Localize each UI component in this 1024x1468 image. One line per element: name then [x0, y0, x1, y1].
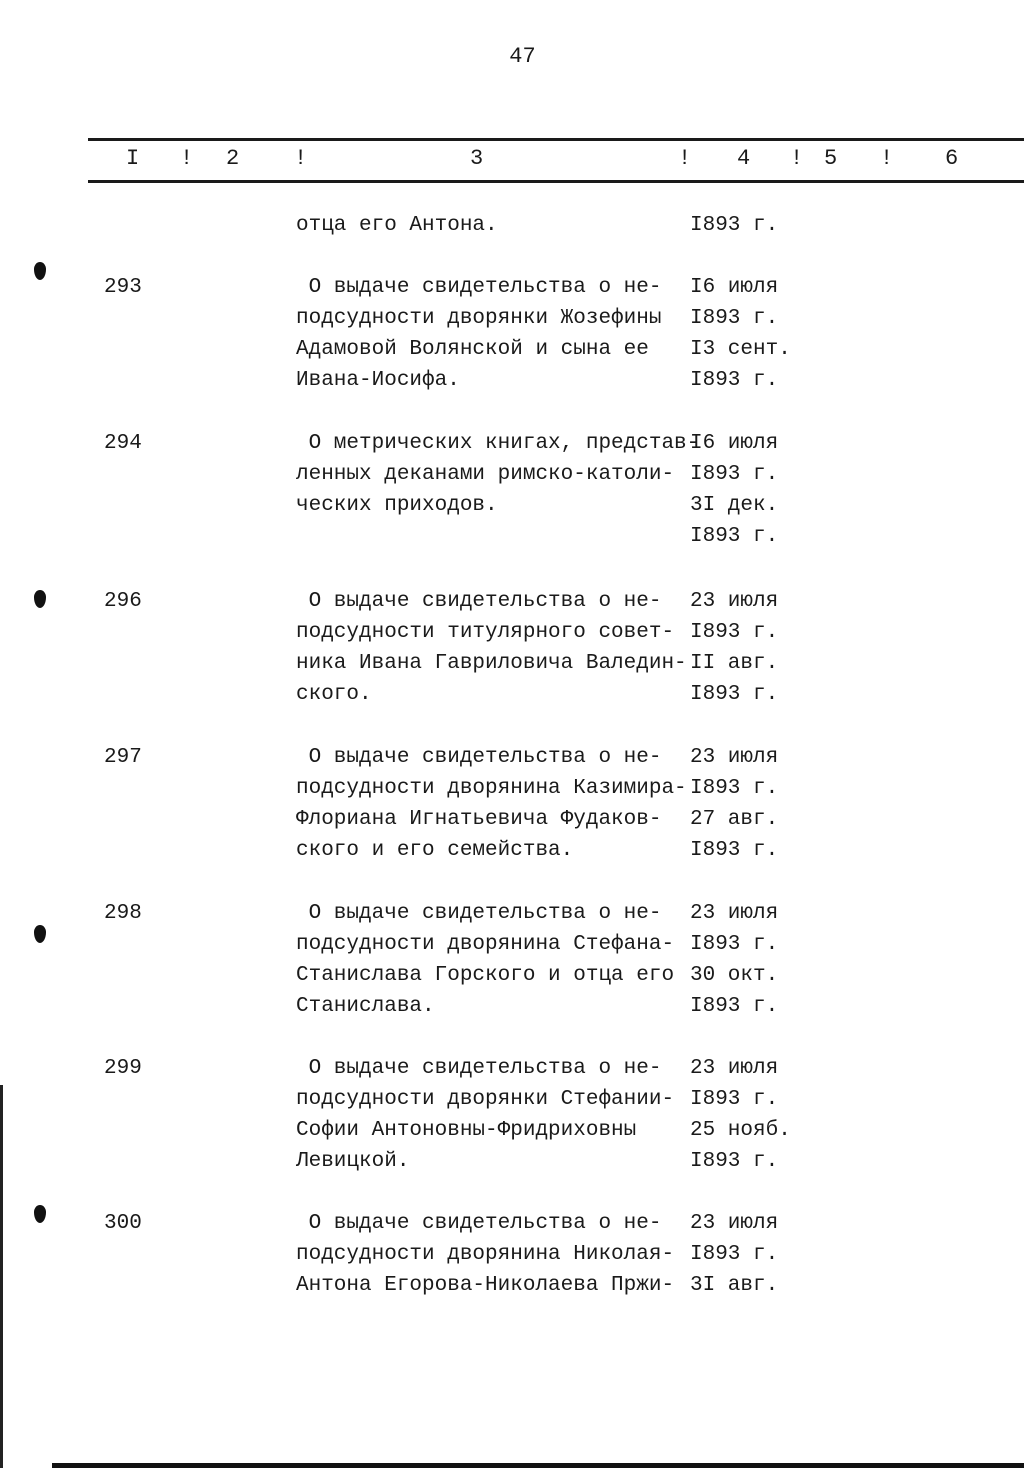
entry-description-line: Флориана Игнатьевича Фудаков- [296, 808, 662, 831]
entry-description-line: подсудности дворянки Жозефины [296, 307, 662, 330]
entry-description-line: О метрических книгах, представ- [296, 432, 700, 455]
entry-description-line: Ивана-Иосифа. [296, 369, 460, 392]
header-bottom-rule [88, 180, 1024, 183]
entry-description-line: подсудности дворянина Казимира- [296, 777, 687, 800]
entry-date-line: I893 г. [690, 369, 779, 392]
entry-description-line: ленных деканами римско-католи- [296, 463, 675, 486]
entry-description-line: О выдаче свидетельства о не- [296, 1057, 662, 1080]
entry-date-line: I893 г. [690, 933, 779, 956]
entry-date-line: I893 г. [690, 525, 779, 548]
entry-date-line: 27 авг. [690, 808, 779, 831]
entry-number: 300 [104, 1212, 142, 1235]
inventory-entry [0, 1057, 1024, 1181]
inventory-entry [0, 276, 1024, 400]
entry-number: 297 [104, 746, 142, 769]
entry-date-line: 23 июля [690, 590, 779, 613]
column-header-I: I [126, 146, 140, 171]
entry-description-line: Станислава. [296, 995, 435, 1018]
inventory-entry [0, 746, 1024, 870]
entry-description-line: Адамовой Волянской и сына ее [296, 338, 649, 361]
inventory-entry [0, 1212, 1024, 1305]
entry-description-line: Софии Антоновны-Фридриховны [296, 1119, 637, 1142]
inventory-entry [0, 214, 1024, 245]
entry-description-line: Станислава Горского и отца его [296, 964, 675, 987]
entry-date-line: I893 г. [690, 777, 779, 800]
column-separator: ! [880, 146, 894, 171]
column-separator: ! [790, 146, 804, 171]
entry-date-line: I893 г. [690, 1088, 779, 1111]
inventory-entry [0, 432, 1024, 556]
column-header-2: 2 [226, 146, 240, 171]
entry-description-line: ского. [296, 683, 372, 706]
column-header-6: 6 [945, 146, 959, 171]
entry-description-line: отца его Антона. [296, 214, 498, 237]
column-separator: ! [180, 146, 194, 171]
entry-date-line: 3I дек. [690, 494, 779, 517]
entry-date-line: I6 июля [690, 432, 779, 455]
entry-date-line: 23 июля [690, 746, 779, 769]
entry-description-line: Левицкой. [296, 1150, 410, 1173]
column-header-3: 3 [470, 146, 484, 171]
entry-description-line: подсудности дворянина Стефана- [296, 933, 675, 956]
entry-date-line: I893 г. [690, 839, 779, 862]
header-top-rule [88, 138, 1024, 141]
inventory-entry [0, 590, 1024, 714]
entry-description-line: подсудности дворянки Стефании- [296, 1088, 675, 1111]
inventory-entry [0, 902, 1024, 1026]
entry-description-line: О выдаче свидетельства о не- [296, 746, 662, 769]
column-header-row [0, 146, 1024, 174]
page-number: 47 [509, 44, 536, 69]
entry-date-line: I893 г. [690, 1243, 779, 1266]
entry-date-line: 3I авг. [690, 1274, 779, 1297]
entry-date-line: I893 г. [690, 463, 779, 486]
column-separator: ! [678, 146, 692, 171]
entry-date-line: I893 г. [690, 683, 779, 706]
entry-number: 296 [104, 590, 142, 613]
entry-description-line: ческих приходов. [296, 494, 498, 517]
column-separator: ! [294, 146, 308, 171]
entry-description-line: О выдаче свидетельства о не- [296, 590, 662, 613]
entry-description-line: ского и его семейства. [296, 839, 574, 862]
entry-date-line: 23 июля [690, 1212, 779, 1235]
entry-number: 298 [104, 902, 142, 925]
entry-description-line: подсудности титулярного совет- [296, 621, 675, 644]
page-bottom-edge [52, 1463, 1024, 1468]
entry-date-line: 25 нояб. [690, 1119, 791, 1142]
entry-description-line: ника Ивана Гавриловича Валедин- [296, 652, 687, 675]
entry-description-line: подсудности дворянина Николая- [296, 1243, 675, 1266]
entry-description-line: Антона Егорова-Николаева Пржи- [296, 1274, 675, 1297]
entry-date-line: 23 июля [690, 1057, 779, 1080]
entry-date-line: I893 г. [690, 1150, 779, 1173]
entry-description-line: О выдаче свидетельства о не- [296, 1212, 662, 1235]
column-header-5: 5 [824, 146, 838, 171]
entry-date-line: II авг. [690, 652, 779, 675]
column-header-4: 4 [737, 146, 751, 171]
entry-date-line: I893 г. [690, 214, 779, 237]
entry-description-line: О выдаче свидетельства о не- [296, 902, 662, 925]
entry-date-line: I893 г. [690, 995, 779, 1018]
entry-date-line: I6 июля [690, 276, 779, 299]
entry-date-line: I893 г. [690, 621, 779, 644]
entry-description-line: О выдаче свидетельства о не- [296, 276, 662, 299]
entry-number: 299 [104, 1057, 142, 1080]
entry-date-line: 30 окт. [690, 964, 779, 987]
page-left-edge [0, 1085, 3, 1468]
entry-date-line: I893 г. [690, 307, 779, 330]
entry-date-line: I3 сент. [690, 338, 791, 361]
entry-date-line: 23 июля [690, 902, 779, 925]
entry-number: 293 [104, 276, 142, 299]
entry-number: 294 [104, 432, 142, 455]
